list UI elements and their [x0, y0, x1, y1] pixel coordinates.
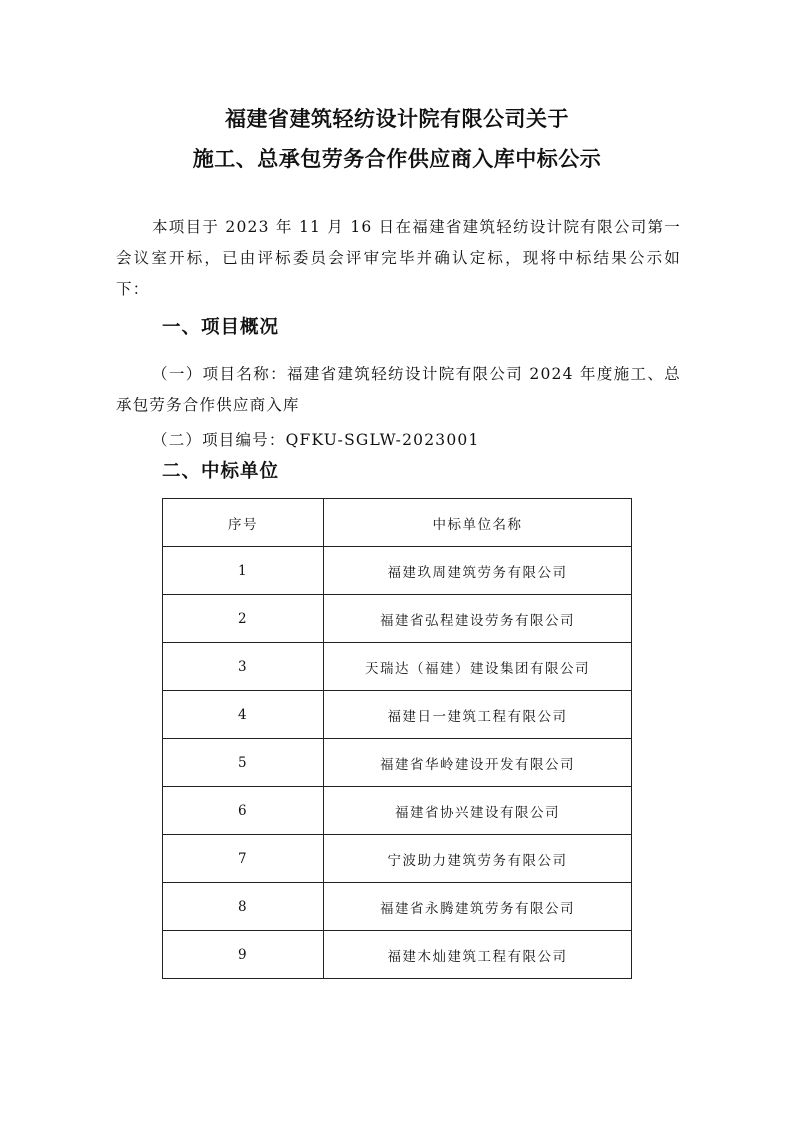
- row-company: 宁波助力建筑劳务有限公司: [324, 835, 632, 883]
- row-company: 福建玖周建筑劳务有限公司: [324, 547, 632, 595]
- document-title-line2: 施工、总承包劳务合作供应商入库中标公示: [192, 147, 602, 171]
- row-index: 5: [163, 739, 324, 787]
- row-company: 福建省弘程建设劳务有限公司: [324, 595, 632, 643]
- row-company: 福建省华岭建设开发有限公司: [324, 739, 632, 787]
- table-row: [163, 547, 632, 595]
- row-index: 3: [163, 643, 324, 691]
- row-index: 4: [163, 691, 324, 739]
- row-index: 8: [163, 883, 324, 931]
- row-company: 福建木灿建筑工程有限公司: [324, 931, 632, 979]
- row-index: 1: [163, 547, 324, 595]
- table-row: [163, 835, 632, 883]
- row-index: 6: [163, 787, 324, 835]
- intro-paragraph: 本项目于 2023 年 11 月 16 日在福建省建筑轻纺设计院有限公司第一会议室开标，已由评标委员会评审完毕并确认定标，现将中标结果公示如下：: [116, 218, 681, 298]
- table-row: [163, 691, 632, 739]
- header-company: 中标单位名称: [324, 499, 632, 547]
- table-row: [163, 643, 632, 691]
- project-code: （二）项目编号：QFKU-SGLW-2023001: [152, 431, 480, 449]
- section-heading-overview: 一、项目概况: [162, 317, 280, 338]
- document-title-line1: 福建省建筑轻纺设计院有限公司关于: [225, 107, 569, 131]
- winners-table: [162, 498, 632, 979]
- row-index: 9: [163, 931, 324, 979]
- row-company: 福建日一建筑工程有限公司: [324, 691, 632, 739]
- section-heading-winners: 二、中标单位: [162, 461, 280, 482]
- table-row: [163, 931, 632, 979]
- row-company: 天瑞达（福建）建设集团有限公司: [324, 643, 632, 691]
- table-row: [163, 883, 632, 931]
- table-row: [163, 595, 632, 643]
- row-company: 福建省协兴建设有限公司: [324, 787, 632, 835]
- row-index: 7: [163, 835, 324, 883]
- table-row: [163, 739, 632, 787]
- table-row: [163, 787, 632, 835]
- row-company: 福建省永腾建筑劳务有限公司: [324, 883, 632, 931]
- row-index: 2: [163, 595, 324, 643]
- table-header-row: [163, 499, 632, 547]
- header-index: 序号: [163, 499, 324, 547]
- project-name: （一）项目名称：福建省建筑轻纺设计院有限公司 2024 年度施工、总承包劳务合作供应商入库: [116, 365, 681, 414]
